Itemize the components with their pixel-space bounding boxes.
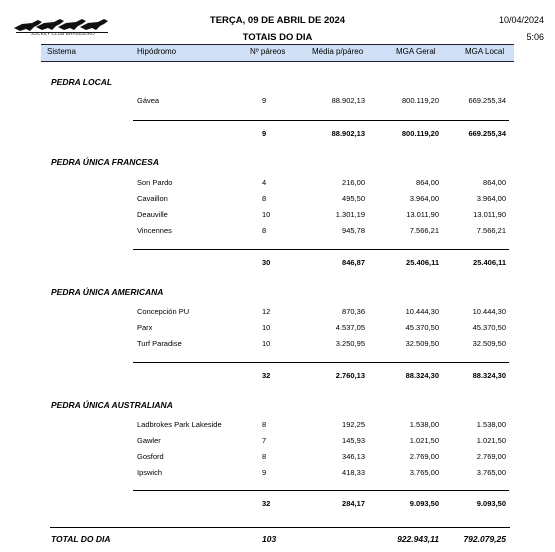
cell-hipodromo: Gávea [137,96,160,105]
section-title: PEDRA ÚNICA FRANCESA [51,157,159,167]
cell-media: 945,78 [342,226,365,235]
cell-mga-local: 864,00 [483,178,506,187]
subtotal-mga-geral: 88.324,30 [405,371,439,380]
col-media: Média p/páreo [312,47,364,56]
cell-mga-geral: 10.444,30 [405,307,439,316]
cell-hipodromo: Turf Paradise [137,339,182,348]
cell-n: 9 [262,96,267,105]
subtotal-n: 32 [262,499,271,508]
subtotal-media: 846,87 [342,258,365,267]
col-sistema: Sistema [47,47,76,56]
subtotal-rule [133,249,509,250]
cell-hipodromo: Ladbrokes Park Lakeside [137,420,222,429]
cell-mga-local: 45.370,50 [472,323,506,332]
cell-hipodromo: Ipswich [137,468,163,477]
cell-hipodromo: Concepción PU [137,307,190,316]
cell-media: 88.902,13 [331,96,365,105]
cell-n: 8 [262,420,267,429]
report-time: 5:06 [526,32,544,42]
subtotal-mga-geral: 25.406,11 [406,258,439,267]
cell-mga-geral: 45.370,50 [405,323,439,332]
cell-n: 4 [262,178,267,187]
subtotal-n: 9 [262,129,267,138]
subtotal-mga-local: 9.093,50 [476,499,506,508]
cell-n: 8 [262,194,267,203]
subtotal-mga-local: 669.255,34 [468,129,506,138]
cell-n: 10 [262,339,271,348]
subtotal-mga-local: 88.324,30 [472,371,506,380]
cell-media: 418,33 [342,468,365,477]
subtotal-n: 32 [262,371,271,380]
grand-total-n: 103 [262,534,277,544]
section-title: PEDRA LOCAL [51,77,113,87]
cell-mga-local: 1.538,00 [476,420,506,429]
cell-hipodromo: Gawler [137,436,161,445]
cell-media: 3.250,95 [335,339,365,348]
cell-mga-geral: 1.021,50 [409,436,439,445]
cell-mga-local: 669.255,34 [468,96,506,105]
cell-n: 10 [262,210,271,219]
cell-mga-geral: 3.964,00 [409,194,439,203]
subtotal-rule [133,490,509,491]
col-mga-local: MGA Local [465,47,505,56]
grand-total-mga-local: 792.079,25 [463,534,506,544]
col-n-pareos: Nº páreos [250,47,286,56]
cell-mga-geral: 7.566,21 [409,226,439,235]
cell-mga-local: 7.566,21 [476,226,506,235]
cell-mga-local: 10.444,30 [472,307,506,316]
subtotal-mga-geral: 800.119,20 [401,129,439,138]
cell-mga-local: 32.509,50 [472,339,506,348]
cell-media: 192,25 [342,420,365,429]
subtotal-media: 2.760,13 [335,371,365,380]
cell-n: 8 [262,226,267,235]
cell-mga-geral: 32.509,50 [405,339,439,348]
section-title: PEDRA ÚNICA AMERICANA [51,287,164,297]
report-date: 10/04/2024 [498,15,544,25]
section-title: PEDRA ÚNICA AUSTRALIANA [51,400,173,410]
subtotal-rule [133,120,509,121]
grand-total-mga-geral: 922.943,11 [397,534,439,544]
cell-media: 4.537,05 [335,323,365,332]
cell-media: 346,13 [342,452,365,461]
subtotal-media: 284,17 [342,499,365,508]
cell-mga-geral: 13.011,90 [406,210,439,219]
cell-hipodromo: Gosford [137,452,164,461]
col-mga-geral: MGA Geral [396,47,436,56]
cell-n: 12 [262,307,271,316]
logo-caption: JOCKEY CLUB BRASILEIRO [31,31,95,36]
cell-hipodromo: Son Pardo [137,178,173,187]
cell-n: 9 [262,468,267,477]
cell-media: 870,36 [342,307,365,316]
cell-hipodromo: Parx [137,323,153,332]
cell-mga-geral: 1.538,00 [409,420,439,429]
report-title: TERÇA, 09 DE ABRIL DE 2024 [209,15,346,26]
cell-n: 8 [262,452,267,461]
subtotal-n: 30 [262,258,271,267]
cell-mga-geral: 3.765,00 [409,468,439,477]
cell-media: 1.301,19 [335,210,365,219]
cell-media: 216,00 [342,178,365,187]
cell-hipodromo: Cavaillon [137,194,168,203]
cell-media: 145,93 [342,436,365,445]
subtotal-rule [133,362,509,363]
subtotal-mga-geral: 9.093,50 [409,499,439,508]
cell-mga-local: 3.964,00 [476,194,506,203]
cell-mga-local: 3.765,00 [476,468,506,477]
subtotal-media: 88.902,13 [331,129,365,138]
cell-mga-local: 1.021,50 [476,436,506,445]
grand-total-rule [50,527,510,528]
cell-mga-local: 13.011,90 [473,210,506,219]
grand-total-label: TOTAL DO DIA [51,534,111,544]
cell-media: 495,50 [342,194,365,203]
cell-n: 10 [262,323,271,332]
cell-hipodromo: Vincennes [137,226,172,235]
report-subtitle: TOTAIS DO DIA [242,32,313,43]
subtotal-mga-local: 25.406,11 [473,258,506,267]
cell-mga-geral: 800.119,20 [402,96,439,105]
cell-mga-geral: 2.769,00 [409,452,439,461]
cell-hipodromo: Deauville [137,210,168,219]
col-hipodromo: Hipódromo [137,47,177,56]
cell-n: 7 [262,436,267,445]
cell-mga-geral: 864,00 [416,178,439,187]
cell-mga-local: 2.769,00 [476,452,506,461]
